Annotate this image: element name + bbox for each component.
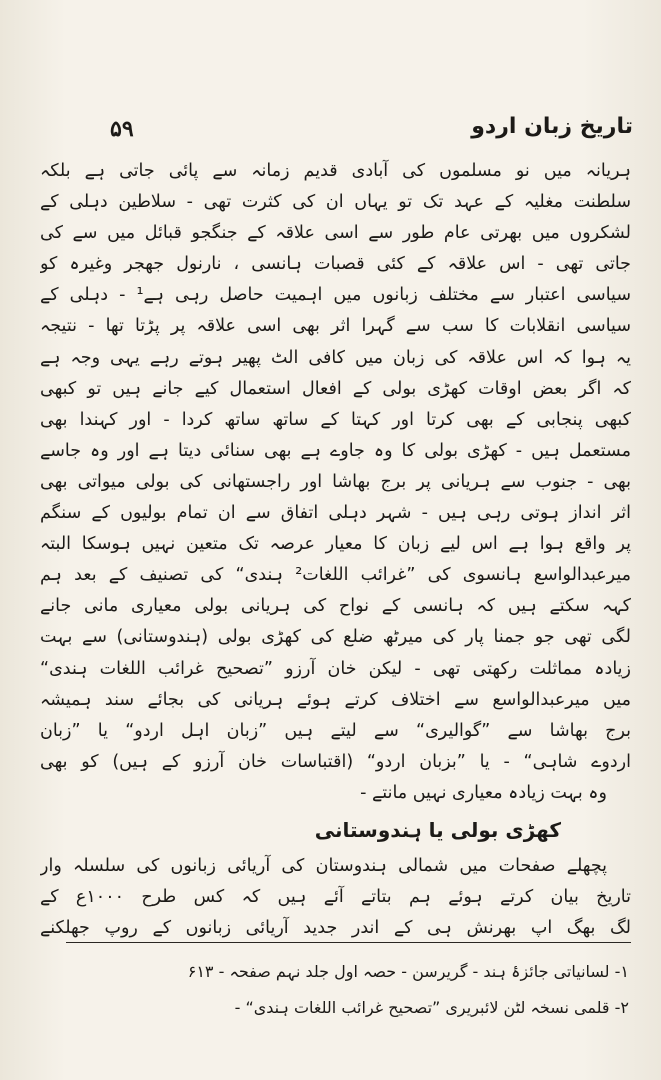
text-line: کہہ سکتے ہیں کہ ہانسی کے نواح کی ہریانی بولی معیاری مانی جانے — [40, 596, 631, 617]
text-line: برج بھاشا سے ”گوالیری“ سے لیتے ہیں ”زبان اہل اردو“ یا ”زبان — [40, 720, 631, 741]
text-line: پر واقع ہوا ہے اس لیے زبان کا معیار عرصہ تک متعین نہیں ہوسکا البتہ — [40, 534, 631, 555]
text-line: کہ اگر بعض اوقات کھڑی بولی کے افعال استعمال کیے جانے ہیں تو کبھی — [40, 378, 631, 399]
running-title: تاریخ زبان اردو — [471, 114, 633, 139]
page-header — [100, 112, 633, 148]
footnote-2: ۲- قلمی نسخہ لٹن لائبریری ”تصحیح غرائب اللغات ہندی“ - — [234, 998, 629, 1017]
text-line: لشکروں میں بھرتی عام طور سے اسی علاقہ کے جنگجو قبائل میں سے کی — [40, 223, 631, 244]
text-line: اردوے شاہی“ - یا ”بزبان اردو“ (اقتباسات خان آرزو کے ہیں) کو بھی — [40, 751, 631, 772]
footnotes — [60, 954, 629, 1026]
text-line: ہریانہ میں نو مسلموں کی آبادی قدیم زمانہ سے پائی جاتی ہے بلکہ — [40, 161, 631, 181]
text-line: میرعبدالواسع ہانسوی کی ”غرائب اللغات² ہندی“ کی تصنیف کے بعد ہم — [40, 565, 631, 586]
text-line: جاتی تھی - اس علاقہ کے کئی قصبات ہانسی ، نارنول جھجر وغیرہ کو — [40, 254, 631, 275]
text-line: یہ ہوا کہ اس علاقہ کی زبان میں کافی الٹ پھیر ہوتے رہے یہی وجہ ہے — [40, 347, 631, 368]
footnote-1: ۱- لسانیاتی جائزۂ ہند - گریرسن - حصہ اول جلد نہم صفحہ - ۶۱۳ — [187, 962, 629, 981]
text-line: وہ بہت زیادہ معیاری نہیں مانتے - — [360, 782, 607, 803]
text-line: میں میرعبدالواسع سے اختلاف کرتے ہوئے ہریانی کی بجائے سند ہمیشہ — [40, 689, 631, 710]
text-line: سلطنت مغلیہ کے عہد تک تو یہاں ان کی کثرت تھی - سلاطین دہلی کے — [40, 192, 631, 213]
text-line: پچھلے صفحات میں شمالی ہندوستان کی آریائی زبانوں کی سلسلہ وار — [40, 855, 607, 876]
page-number: ۵۹ — [110, 116, 134, 142]
text-line: زیادہ مماثلت رکھتی تھی - لیکن خان آرزو ”تصحیح غرائب اللغات ہندی“ — [40, 658, 631, 679]
text-line: مستعمل ہیں - کھڑی بولی کا وہ جاوے ہے بھی سنائی دیتا ہے اور وہ جاسے — [40, 440, 631, 461]
body-text — [40, 156, 631, 944]
text-line: لگ بھگ اپ بھرنش ہی کے اندر جدید آریائی زبانوں کے روپ جھلکنے — [40, 918, 631, 939]
text-line: تاریخ بیان کرتے ہوئے ہم بتاتے آئے ہیں کہ کس طرح ۱۰۰۰ع کے — [40, 887, 631, 908]
text-line: سیاسی اعتبار سے مختلف زبانوں میں اہمیت حاصل رہی ہے¹ - دہلی کے — [40, 285, 631, 306]
text-line: کبھی پنجابی کے بھی کرتا اور کہتا کے ساتھ ساتھ کردا - اور کہندا بھی — [40, 409, 631, 430]
text-line: سیاسی انقلابات کا سب سے گہرا اثر بھی اسی علاقہ پر پڑتا تھا - نتیجہ — [40, 316, 631, 337]
text-line: اثر انداز ہوتی رہی ہیں - شہر دہلی اتفاق سے ان تمام بولیوں کے سنگم — [40, 503, 631, 524]
text-line: بھی - جنوب سے ہریانی پر برج بھاشا اور راجستھانی کی بولی میواتی بھی — [40, 471, 631, 492]
text-line: لگی تھی جو جمنا پار کی میرٹھ ضلع کی کھڑی بولی (ہندوستانی) سے بہت — [40, 627, 631, 648]
footnote-divider — [66, 942, 631, 943]
section-heading: کھڑی بولی یا ہندوستانی — [314, 817, 561, 842]
